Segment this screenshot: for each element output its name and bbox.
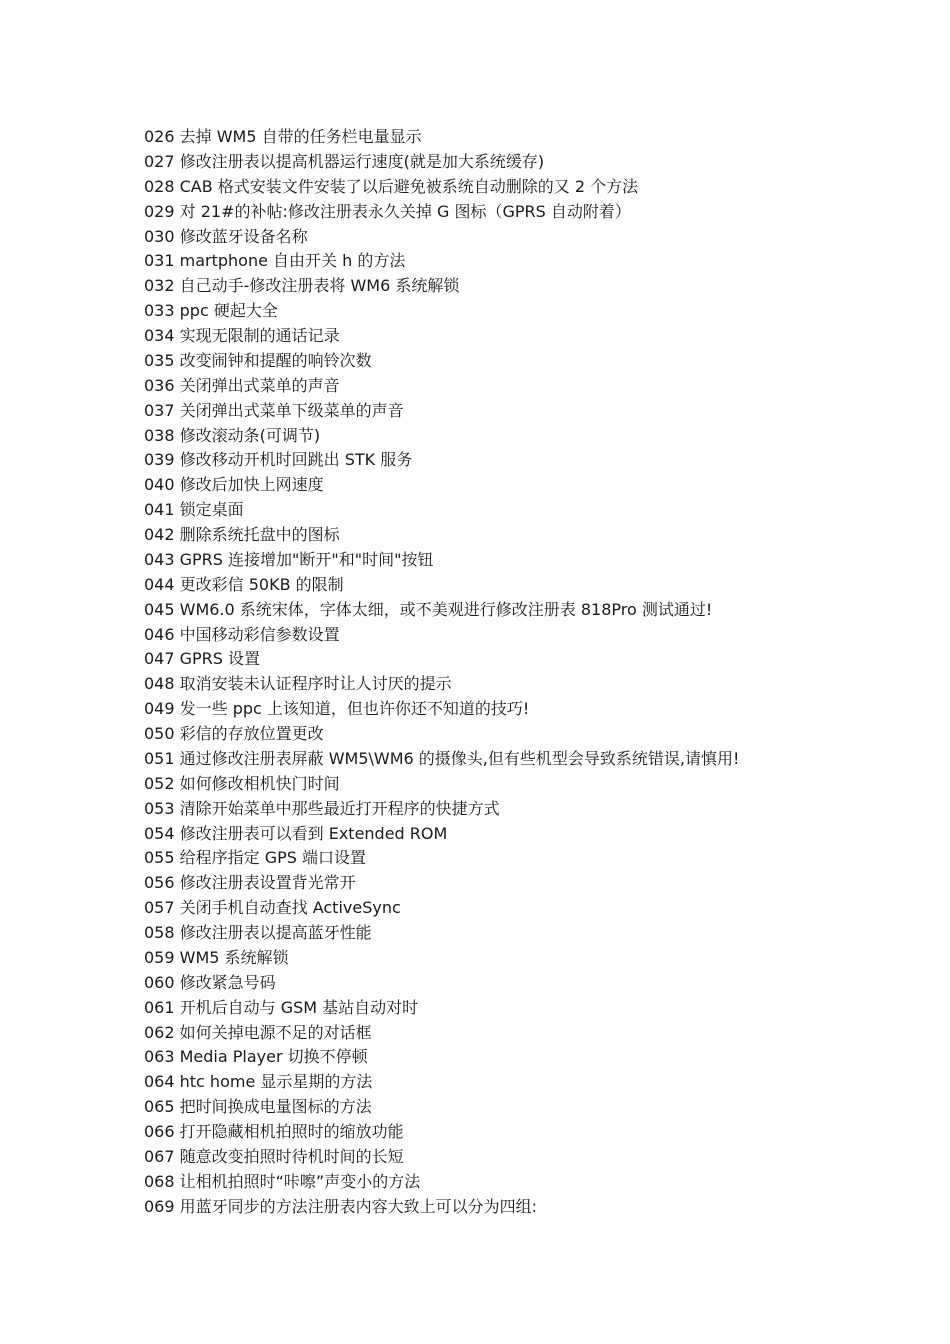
list-item: 049 发一些 ppc 上该知道，但也许你还不知道的技巧!: [144, 699, 530, 719]
list-item: 039 修改移动开机时回跳出 STK 服务: [144, 450, 413, 470]
list-item: 067 随意改变拍照时待机时间的长短: [144, 1146, 404, 1166]
list-item: 027 修改注册表以提高机器运行速度(就是加大系统缓存): [144, 151, 545, 171]
list-item: 052 如何修改相机快门时间: [144, 773, 340, 793]
list-item: 046 中国移动彩信参数设置: [144, 624, 340, 644]
list-item: 057 关闭手机自动查找 ActiveSync: [144, 898, 401, 918]
list-item: 026 去掉 WM5 自带的任务栏电量显示: [144, 127, 422, 146]
list-item: 054 修改注册表可以看到 Extended ROM: [144, 823, 448, 843]
list-item: 066 打开隐藏相机拍照时的缩放功能: [144, 1122, 404, 1141]
list-item: 036 关闭弹出式菜单的声音: [144, 375, 340, 395]
list-item: 053 清除开始菜单中那些最近打开程序的快捷方式: [144, 798, 500, 818]
list-item: 058 修改注册表以提高蓝牙性能: [144, 923, 372, 942]
list-item: 062 如何关掉电源不足的对话框: [144, 1022, 372, 1042]
list-item: 031 martphone 自由开关 h 的方法: [144, 251, 406, 271]
list-item: 059 WM5 系统解锁: [144, 947, 289, 967]
list-item: 030 修改蓝牙设备名称: [144, 226, 308, 246]
list-item: 042 删除系统托盘中的图标: [144, 525, 340, 544]
list-item: 061 开机后自动与 GSM 基站自动对时: [144, 997, 419, 1017]
list-item: 050 彩信的存放位置更改: [144, 724, 324, 743]
list-item: 063 Media Player 切换不停顿: [144, 1047, 368, 1067]
list-item: 056 修改注册表设置背光常开: [144, 873, 356, 893]
list-item: 044 更改彩信 50KB 的限制: [144, 574, 344, 594]
list-item: 040 修改后加快上网速度: [144, 475, 324, 495]
list-item: 029 对 21#的补帖:修改注册表永久关掉 G 图标（GPRS 自动附着）: [144, 201, 631, 221]
list-item: 055 给程序指定 GPS 端口设置: [144, 848, 367, 868]
list-item: 038 修改滚动条(可调节): [144, 425, 321, 445]
list-item: 037 关闭弹出式菜单下级菜单的声音: [144, 400, 404, 420]
list-item: 069 用蓝牙同步的方法注册表内容大致上可以分为四组:: [144, 1196, 538, 1216]
list-item: 032 自己动手-修改注册表将 WM6 系统解锁: [144, 276, 460, 296]
list-item: 045 WM6.0 系统宋体，字体太细，或不美观进行修改注册表 818Pro 测试通过!: [144, 599, 713, 619]
list-item: 043 GPRS 连接增加"断开"和"时间"按钮: [144, 549, 434, 569]
list-item: 028 CAB 格式安装文件安装了以后避免被系统自动删除的又 2 个方法: [144, 176, 639, 196]
list-item: 068 让相机拍照时“咔嚓”声变小的方法: [144, 1171, 421, 1191]
list-item: 034 实现无限制的通话记录: [144, 326, 340, 345]
list-item: 048 取消安装未认证程序时让人讨厌的提示: [144, 674, 452, 694]
list-item: 047 GPRS 设置: [144, 649, 261, 669]
list-item: 041 锁定桌面: [144, 500, 244, 520]
table-of-contents-list: [144, 125, 924, 1220]
list-item: 051 通过修改注册表屏蔽 WM5\WM6 的摄像头,但有些机型会导致系统错误,请慎用!: [144, 748, 740, 768]
list-item: 060 修改紧急号码: [144, 972, 276, 992]
list-item: 064 htc home 显示星期的方法: [144, 1072, 373, 1092]
list-item: 035 改变闹钟和提醒的响铃次数: [144, 350, 372, 370]
list-item: 065 把时间换成电量图标的方法: [144, 1097, 372, 1117]
list-item: 033 ppc 硬起大全: [144, 301, 278, 321]
